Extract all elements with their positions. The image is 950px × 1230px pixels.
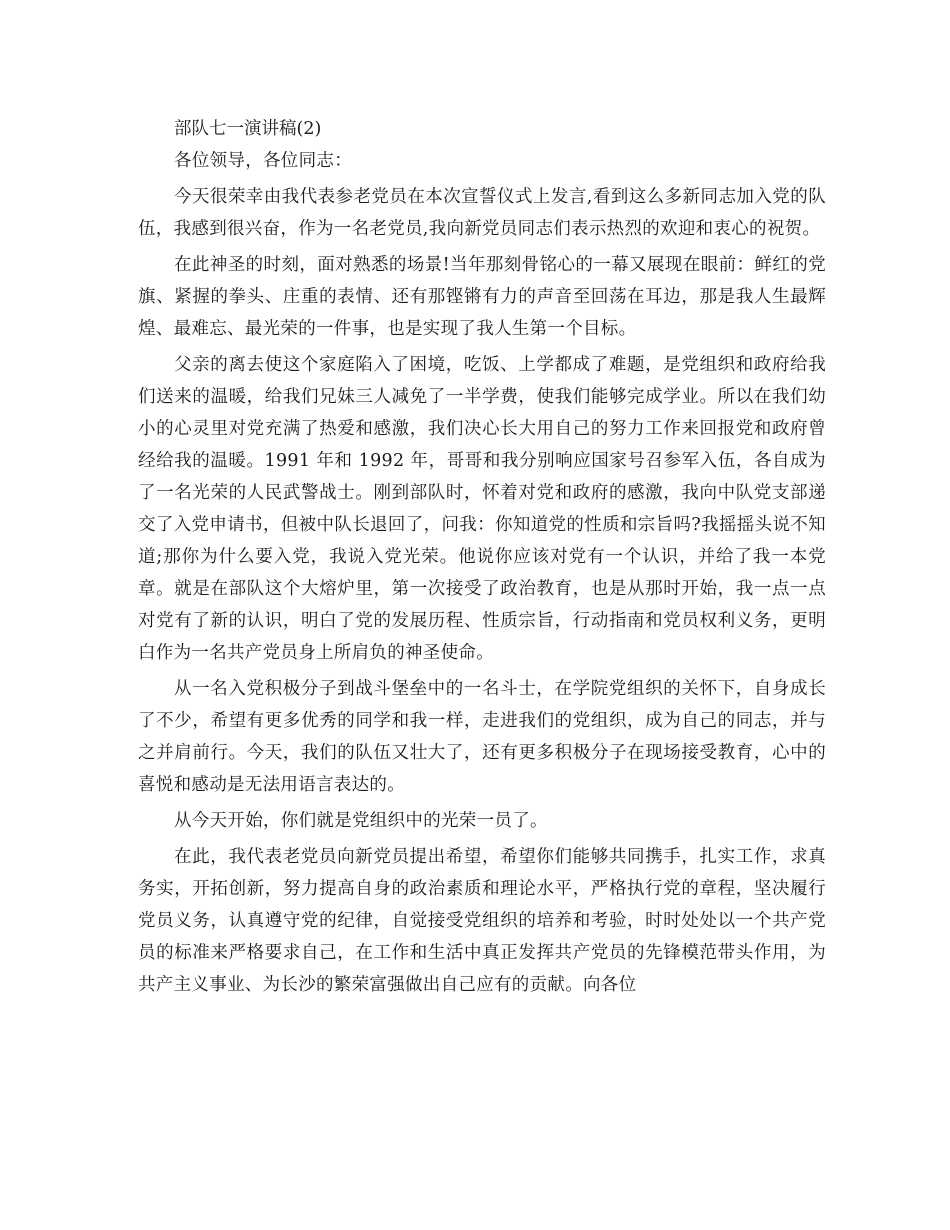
paragraph-6: 在此，我代表老党员向新党员提出希望，希望你们能够共同携手，扎实工作，求真务实，开拓创新，努力提高自身的政治素质和理论水平，严格执行党的章程，坚决履行党员义务，认真遵守党的纪律，自觉接受党组织的培养和考验，时时处处以一个共产党员的标准来严格要求自己，在工作和生活中真正发挥共产党员的先锋模范带头作用，为共产主义事业、为长沙的繁荣富强做出自己应有的贡献。向各位 [138, 847, 826, 995]
paragraph-1: 今天很荣幸由我代表参老党员在本次宣誓仪式上发言,看到这么多新同志加入党的队伍，我感到很兴奋，作为一名老党员,我向新党员同志们表示热烈的欢迎和衷心的祝贺。 [138, 187, 826, 239]
paragraph-5: 从今天开始，你们就是党组织中的光荣一员了。 [174, 811, 548, 831]
document-page [138, 113, 826, 1001]
paragraph-greeting: 各位领导，各位同志： [174, 151, 352, 171]
paragraph-3: 父亲的离去使这个家庭陷入了困境，吃饭、上学都成了难题，是党组织和政府给我们送来的温暖，给我们兄妹三人减免了一半学费，使我们能够完成学业。所以在我们幼小的心灵里对党充满了热爱和感激，我们决心长大用自己的努力工作来回报党和政府曾经给我的温暖。1991 年和 1992 年，哥哥和我分别响应国家号召参军入伍，各自成为了一名光荣的人民武警战士。刚到部队时，怀着对党和政府的感激，我向中队党支部递交了入党申请书，但被中队长退回了，问我：你知道党的性质和宗旨吗?我摇摇头说不知道;那你为什么要入党，我说入党光荣。他说你应该对党有一个认识，并给了我一本党章。就是在部队这个大熔炉里，第一次接受了政治教育，也是从那时开始，我一点一点对党有了新的认识，明白了党的发展历程、性质宗旨，行动指南和党员权利义务，更明白作为一名共产党员身上所肩负的神圣使命。 [138, 355, 826, 663]
paragraph-4: 从一名入党积极分子到战斗堡垒中的一名斗士，在学院党组织的关怀下，自身成长了不少，希望有更多优秀的同学和我一样，走进我们的党组织，成为自己的同志，并与之并肩前行。今天，我们的队伍又壮大了，还有更多积极分子在现场接受教育，心中的喜悦和感动是无法用语言表达的。 [138, 679, 826, 795]
document-title: 部队七一演讲稿(2) [174, 119, 322, 139]
paragraph-2: 在此神圣的时刻，面对熟悉的场景!当年那刻骨铭心的一幕又展现在眼前：鲜红的党旗、紧握的拳头、庄重的表情、还有那铿锵有力的声音至回荡在耳边，那是我人生最辉煌、最难忘、最光荣的一件事，也是实现了我人生第一个目标。 [138, 255, 826, 339]
